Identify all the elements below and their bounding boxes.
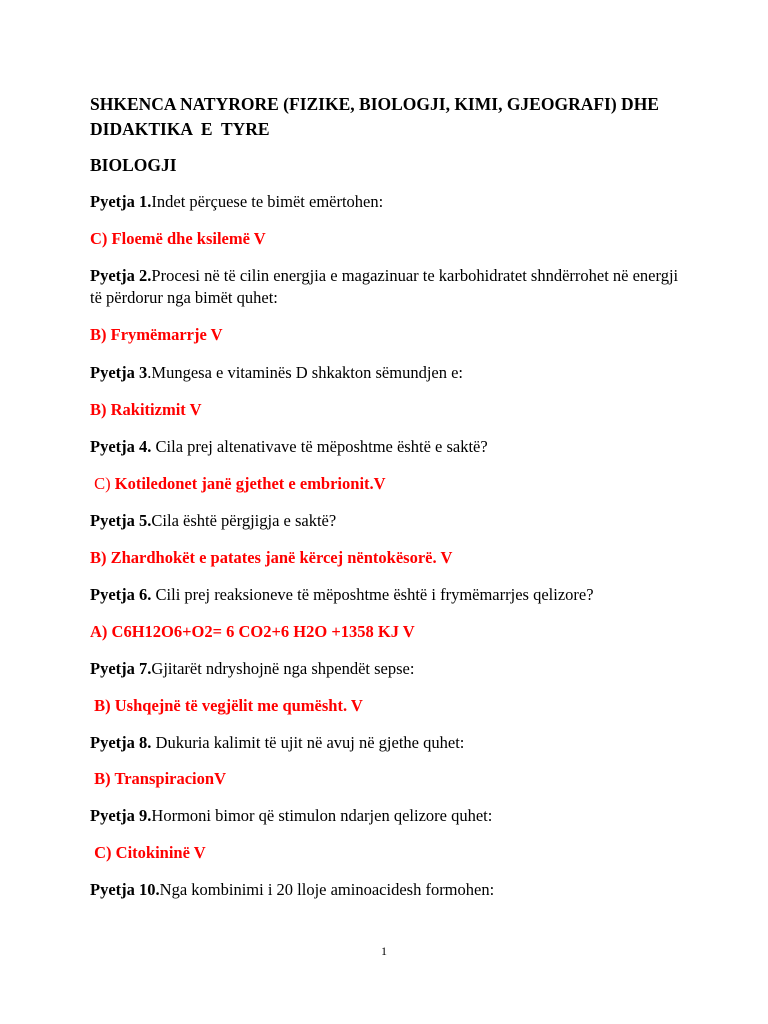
question-label: Pyetja 6.	[90, 585, 152, 604]
answer-9: C) Citokininë V	[90, 843, 206, 862]
question-6	[90, 584, 690, 606]
answer-6: A) C6H12O6+O2= 6 CO2+6 H2O +1358 KJ V	[90, 622, 415, 641]
question-text: Cila prej altenativave të mëposhtme është e saktë?	[151, 437, 488, 456]
question-text: Indet përçuese te bimët emërtohen:	[151, 192, 384, 211]
title-line-2: DIDAKTIKA E TYRE	[90, 119, 270, 139]
answer-4	[90, 473, 690, 495]
question-text: Hormoni bimor që stimulon ndarjen qelizore quhet:	[151, 806, 493, 825]
answer-5: B) Zhardhokët e patates janë kërcej nëntokësorë. V	[90, 548, 453, 567]
question-4	[90, 436, 690, 458]
question-text: Gjitarët ndryshojnë nga shpendët sepse:	[151, 659, 415, 678]
question-1	[90, 191, 690, 213]
answer-prefix: C)	[90, 474, 115, 493]
question-label: Pyetja 1.	[90, 192, 152, 211]
question-label: Pyetja 7.	[90, 659, 152, 678]
question-3	[90, 362, 690, 384]
title-line-1: SHKENCA NATYRORE (FIZIKE, BIOLOGJI, KIMI, GJEOGRAFI) DHE	[90, 94, 659, 114]
answer-8: B) TranspiracionV	[90, 769, 226, 788]
question-label: Pyetja 8.	[90, 733, 152, 752]
page-number: 1	[381, 944, 387, 958]
question-text: Nga kombinimi i 20 lloje aminoacidesh formohen:	[159, 880, 495, 899]
question-text: Cili prej reaksioneve të mëposhtme është i frymëmarrjes qelizore?	[151, 585, 594, 604]
answer-1: C) Floemë dhe ksilemë V	[90, 229, 266, 248]
question-label: Pyetja 2.	[90, 266, 152, 285]
question-10	[90, 879, 690, 901]
answer-3: B) Rakitizmit V	[90, 400, 202, 419]
question-text: Procesi në të cilin energjia e magazinuar te karbohidratet shndërrohet në energji të përdorur nga bimët quhet:	[90, 266, 679, 307]
question-5	[90, 510, 690, 532]
question-text: .Mungesa e vitaminës D shkakton sëmundjen e:	[147, 363, 464, 382]
question-label: Pyetja 4.	[90, 437, 152, 456]
question-text: Dukuria kalimit të ujit në avuj në gjethe quhet:	[151, 733, 465, 752]
answer-2: B) Frymëmarrje V	[90, 325, 223, 344]
question-label: Pyetja 9.	[90, 806, 152, 825]
question-9	[90, 805, 690, 827]
question-2	[90, 265, 690, 309]
document-title	[90, 92, 710, 142]
answer-7: B) Ushqejnë të vegjëlit me qumësht. V	[90, 696, 363, 715]
question-label: Pyetja 10.	[90, 880, 160, 899]
question-8	[90, 732, 690, 754]
section-heading: BIOLOGJI	[90, 155, 177, 175]
question-7	[90, 658, 690, 680]
answer-text: Kotiledonet janë gjethet e embrionit.V	[114, 474, 386, 493]
question-text: Cila është përgjigja e saktë?	[151, 511, 337, 530]
question-label: Pyetja 5.	[90, 511, 152, 530]
question-label: Pyetja 3	[90, 363, 148, 382]
